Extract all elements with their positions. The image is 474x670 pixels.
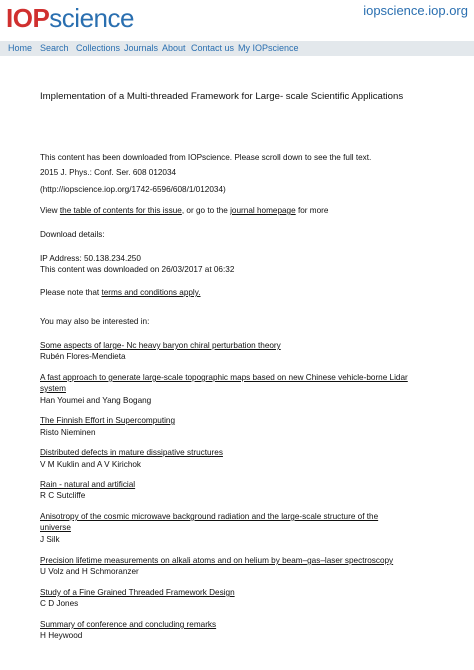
related-authors: Risto Nieminen (40, 428, 96, 437)
toc-suffix: for more (295, 206, 329, 215)
terms-prefix: Please note that (40, 288, 102, 297)
toc-prefix: View (40, 206, 60, 215)
journal-homepage-link[interactable]: journal homepage (230, 206, 296, 215)
nav-bar (0, 41, 474, 56)
related-title[interactable]: Summary of conference and concluding remarks (40, 620, 217, 629)
terms-line (40, 287, 201, 298)
nav-search[interactable]: Search (40, 43, 69, 53)
related-title[interactable]: Distributed defects in mature dissipative structures (40, 448, 223, 457)
citation: 2015 J. Phys.: Conf. Ser. 608 012034 (40, 168, 177, 177)
related-authors: J Silk (40, 535, 60, 544)
toc-line (40, 205, 328, 216)
related-title-continued[interactable]: system (40, 384, 66, 393)
doi-url: (http://iopscience.iop.org/1742-6596/608/1/012034) (40, 185, 226, 194)
related-authors: H Heywood (40, 631, 83, 640)
site-url-link[interactable]: iopscience.iop.org (363, 3, 468, 18)
related-authors: V M Kuklin and A V Kirichok (40, 460, 142, 469)
related-title[interactable]: Precision lifetime measurements on alkali atoms and on helium by beam–gas–laser spectroscopy (40, 556, 394, 565)
logo-science-text: science (49, 3, 134, 33)
site-header (0, 0, 474, 40)
related-authors: Han Youmei and Yang Bogang (40, 396, 152, 405)
toc-middle: , or go to the (181, 206, 231, 215)
related-title[interactable]: Some aspects of large- Nc heavy baryon chiral perturbation theory (40, 341, 281, 350)
nav-collections[interactable]: Collections (76, 43, 121, 53)
nav-about[interactable]: About (162, 43, 186, 53)
related-authors: Rubén Flores-Mendieta (40, 352, 126, 361)
article-title: Implementation of a Multi-threaded Framework for Large- scale Scientific Applications (40, 91, 404, 102)
iopscience-logo[interactable] (6, 3, 134, 33)
ip-address: IP Address: 50.138.234.250 (40, 254, 141, 263)
nav-home[interactable]: Home (8, 43, 33, 53)
toc-link[interactable]: the table of contents for this issue (59, 206, 182, 215)
related-title[interactable]: The Finnish Effort in Supercomputing (40, 416, 176, 425)
downloaded-on: This content was downloaded on 26/03/2017 at 06:32 (40, 265, 235, 274)
related-authors: R C Sutcliffe (40, 491, 86, 500)
related-title-continued[interactable]: universe (40, 523, 71, 532)
nav-journals[interactable]: Journals (124, 43, 159, 53)
related-heading: You may also be interested in: (40, 317, 150, 326)
related-title[interactable]: Rain - natural and artificial (40, 480, 136, 489)
download-notice: This content has been downloaded from IOPscience. Please scroll down to see the full text. (40, 153, 372, 162)
related-authors: C D Jones (40, 599, 79, 608)
related-title[interactable]: Study of a Fine Grained Threaded Framework Design (40, 588, 235, 597)
download-details-heading: Download details: (40, 230, 105, 239)
logo-iop-text: IOP (6, 3, 50, 33)
related-title[interactable]: A fast approach to generate large-scale topographic maps based on new Chinese vehicle-borne Lidar (40, 373, 408, 382)
terms-link[interactable]: terms and conditions apply. (101, 288, 201, 297)
related-authors: U Volz and H Schmoranzer (40, 567, 139, 576)
related-title[interactable]: Anisotropy of the cosmic microwave background radiation and the large-scale structure of the (40, 512, 379, 521)
nav-contact-us[interactable]: Contact us (191, 43, 235, 53)
nav-my-iopscience[interactable]: My IOPscience (238, 43, 299, 53)
